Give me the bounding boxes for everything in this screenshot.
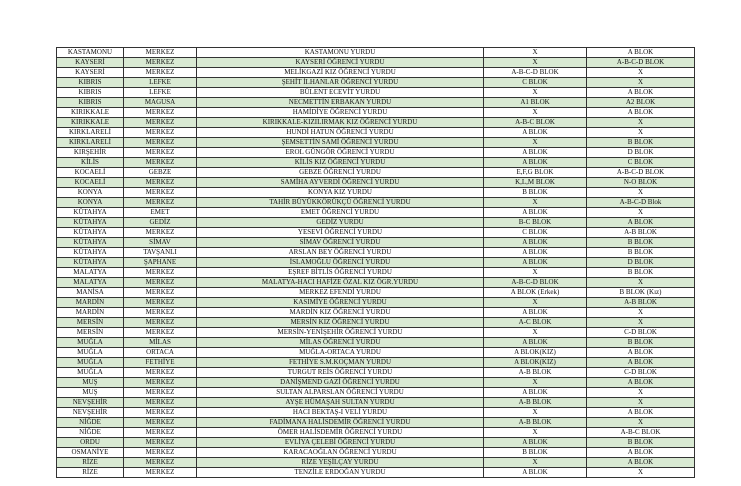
dormitory-name-cell: ARSLAN BEY ÖĞRENCİ YURDU [197,248,484,258]
district-cell: SİMAV [124,238,197,248]
dormitory-name-cell: FETHİYE S.M.KOÇMAN YURDU [197,358,484,368]
city-cell: MARDİN [57,308,124,318]
city-cell: KÜTAHYA [57,258,124,268]
district-cell: TAVŞANLI [124,248,197,258]
city-cell: KONYA [57,188,124,198]
male-block-cell: C-D BLOK [587,328,695,338]
table-row [57,438,695,448]
male-block-cell: X [587,208,695,218]
dormitory-name-cell: İSLAMOĞLU ÖĞRENCİ YURDU [197,258,484,268]
district-cell: MERKEZ [124,468,197,478]
dormitory-name-cell: RİZE YEŞİLÇAY YURDU [197,458,484,468]
dormitory-name-cell: ŞEHİT İLHANLAR ÖĞRENCİ YURDU [197,78,484,88]
dormitory-name-cell: MUĞLA-ORTACA YURDU [197,348,484,358]
dormitory-name-cell: GEBZE ÖĞRENCİ YURDU [197,168,484,178]
city-cell: KIRKLARELİ [57,128,124,138]
table-row [57,298,695,308]
dormitory-name-cell: FADİMANA HALİSDEMİR ÖĞRENCİ YURDU [197,418,484,428]
dormitory-name-cell: TENZİLE ERDOĞAN YURDU [197,468,484,478]
city-cell: KASTAMONU [57,48,124,58]
dormitory-name-cell: SİMAV ÖĞRENCİ YURDU [197,238,484,248]
table-row [57,388,695,398]
male-block-cell: A BLOK [587,408,695,418]
district-cell: MERKEZ [124,418,197,428]
dormitory-name-cell: EROL GÜNGÖR ÖĞRENCİ YURDU [197,148,484,158]
city-cell: OSMANİYE [57,448,124,458]
district-cell: LEFKE [124,88,197,98]
female-block-cell: A BLOK (Erkek) [484,288,587,298]
female-block-cell: A-B-C-D BLOK [484,68,587,78]
dormitory-table [56,47,695,478]
table-row [57,418,695,428]
city-cell: NEVŞEHİR [57,398,124,408]
city-cell: KAYSERİ [57,68,124,78]
male-block-cell: X [587,128,695,138]
table-row [57,408,695,418]
table-row [57,238,695,248]
male-block-cell: A BLOK [587,358,695,368]
district-cell: MERKEZ [124,158,197,168]
table-row [57,308,695,318]
male-block-cell: B BLOK [587,268,695,278]
dormitory-name-cell: DANİŞMEND GAZİ ÖĞRENCİ YURDU [197,378,484,388]
district-cell: MERKEZ [124,58,197,68]
female-block-cell: X [484,268,587,278]
table-row [57,208,695,218]
city-cell: MUĞLA [57,368,124,378]
district-cell: MERKEZ [124,138,197,148]
male-block-cell: A BLOK [587,108,695,118]
female-block-cell: E,F,G BLOK [484,168,587,178]
table-row [57,218,695,228]
female-block-cell: A BLOK(KIZ) [484,358,587,368]
female-block-cell: A-B BLOK [484,368,587,378]
city-cell: RİZE [57,468,124,478]
female-block-cell: A-B-C-D BLOK [484,278,587,288]
female-block-cell: X [484,138,587,148]
city-cell: KIRKLARELİ [57,138,124,148]
female-block-cell: A1 BLOK [484,98,587,108]
female-block-cell: A-B-C BLOK [484,118,587,128]
table-row [57,118,695,128]
city-cell: KIRŞEHİR [57,148,124,158]
female-block-cell: X [484,298,587,308]
table-row [57,68,695,78]
female-block-cell: X [484,48,587,58]
district-cell: MERKEZ [124,278,197,288]
female-block-cell: X [484,458,587,468]
male-block-cell: A BLOK [587,378,695,388]
table-row [57,398,695,408]
male-block-cell: A-B BLOK [587,298,695,308]
dormitory-name-cell: MİLAS ÖĞRENCİ YURDU [197,338,484,348]
city-cell: KIBRIS [57,78,124,88]
district-cell: EMET [124,208,197,218]
district-cell: MERKEZ [124,428,197,438]
city-cell: MERSİN [57,328,124,338]
male-block-cell: A BLOK [587,458,695,468]
male-block-cell: A BLOK [587,348,695,358]
dormitory-name-cell: NECMETTİN ERBAKAN YURDU [197,98,484,108]
male-block-cell: A BLOK [587,48,695,58]
female-block-cell: A BLOK [484,258,587,268]
city-cell: MALATYA [57,278,124,288]
district-cell: MAGUSA [124,98,197,108]
female-block-cell: A BLOK [484,438,587,448]
female-block-cell: A BLOK [484,388,587,398]
city-cell: KONYA [57,198,124,208]
male-block-cell: C-D BLOK [587,368,695,378]
table-row [57,288,695,298]
female-block-cell: B BLOK [484,448,587,458]
dormitory-name-cell: HAMİDİYE ÖĞRENCİ YURDU [197,108,484,118]
district-cell: MERKEZ [124,318,197,328]
district-cell: MERKEZ [124,118,197,128]
table-row [57,48,695,58]
table-row [57,178,695,188]
table-row [57,428,695,438]
district-cell: FETHİYE [124,358,197,368]
district-cell: GEBZE [124,168,197,178]
table-row [57,108,695,118]
female-block-cell: X [484,108,587,118]
city-cell: RİZE [57,458,124,468]
male-block-cell: X [587,398,695,408]
female-block-cell: K,L,M BLOK [484,178,587,188]
table-row [57,458,695,468]
table-row [57,128,695,138]
dormitory-table-body [57,48,695,478]
table-row [57,328,695,338]
table-row [57,248,695,258]
district-cell: GEDİZ [124,218,197,228]
female-block-cell: A-C BLOK [484,318,587,328]
table-row [57,148,695,158]
female-block-cell: A BLOK [484,338,587,348]
male-block-cell: A BLOK [587,218,695,228]
male-block-cell: A-B-C-D BLOK [587,168,695,178]
table-row [57,138,695,148]
female-block-cell: A BLOK [484,238,587,248]
male-block-cell: X [587,278,695,288]
dormitory-name-cell: SAMİHA AYVERDİ ÖĞRENCİ YURDU [197,178,484,188]
male-block-cell: C BLOK [587,158,695,168]
female-block-cell: X [484,378,587,388]
district-cell: MERKEZ [124,368,197,378]
female-block-cell: C BLOK [484,78,587,88]
male-block-cell: B BLOK [587,238,695,248]
district-cell: MERKEZ [124,408,197,418]
city-cell: ORDU [57,438,124,448]
table-row [57,348,695,358]
district-cell: MİLAS [124,338,197,348]
district-cell: MERKEZ [124,68,197,78]
male-block-cell: B BLOK [587,138,695,148]
female-block-cell: X [484,408,587,418]
dormitory-name-cell: MELİKGAZİ KIZ ÖĞRENCİ YURDU [197,68,484,78]
table-row [57,318,695,328]
table-row [57,198,695,208]
city-cell: KÜTAHYA [57,218,124,228]
district-cell: MERKEZ [124,328,197,338]
male-block-cell: A-B-C-D Blok [587,198,695,208]
female-block-cell: A BLOK [484,128,587,138]
table-row [57,228,695,238]
district-cell: ORTACA [124,348,197,358]
city-cell: KAYSERİ [57,58,124,68]
female-block-cell: X [484,428,587,438]
male-block-cell: X [587,468,695,478]
female-block-cell: X [484,328,587,338]
table-row [57,168,695,178]
table-row [57,58,695,68]
female-block-cell: A BLOK [484,158,587,168]
male-block-cell: X [587,388,695,398]
male-block-cell: A-B BLOK [587,228,695,238]
female-block-cell: A BLOK [484,248,587,258]
female-block-cell: A BLOK [484,148,587,158]
district-cell: MERKEZ [124,48,197,58]
city-cell: NİĞDE [57,418,124,428]
city-cell: KOCAELİ [57,178,124,188]
male-block-cell: A BLOK [587,88,695,98]
district-cell: MERKEZ [124,148,197,158]
dormitory-name-cell: ÖMER HALİSDEMİR ÖĞRENCİ YURDU [197,428,484,438]
city-cell: KÜTAHYA [57,228,124,238]
table-row [57,358,695,368]
dormitory-name-cell: BÜLENT ECEVİT YURDU [197,88,484,98]
female-block-cell: A-B BLOK [484,398,587,408]
dormitory-name-cell: EVLİYA ÇELEBİ ÖĞRENCİ YURDU [197,438,484,448]
male-block-cell: D BLOK [587,258,695,268]
table-row [57,448,695,458]
city-cell: KIBRIS [57,98,124,108]
table-row [57,188,695,198]
female-block-cell: A BLOK [484,468,587,478]
male-block-cell: B BLOK [587,338,695,348]
dormitory-name-cell: EŞREF BİTLİS ÖĞRENCİ YURDU [197,268,484,278]
district-cell: LEFKE [124,78,197,88]
female-block-cell: A BLOK [484,308,587,318]
city-cell: MARDİN [57,298,124,308]
table-row [57,368,695,378]
male-block-cell: X [587,188,695,198]
male-block-cell: B BLOK (Kız) [587,288,695,298]
district-cell: MERKEZ [124,268,197,278]
district-cell: MERKEZ [124,308,197,318]
male-block-cell: X [587,418,695,428]
female-block-cell: A BLOK(KIZ) [484,348,587,358]
district-cell: MERKEZ [124,388,197,398]
female-block-cell: B-C BLOK [484,218,587,228]
district-cell: MERKEZ [124,298,197,308]
city-cell: MERSİN [57,318,124,328]
city-cell: MANİSA [57,288,124,298]
city-cell: KÜTAHYA [57,208,124,218]
table-row [57,88,695,98]
dormitory-name-cell: SULTAN ALPARSLAN ÖĞRENCİ YURDU [197,388,484,398]
dormitory-name-cell: HUNDİ HATUN ÖĞRENCİ YURDU [197,128,484,138]
female-block-cell: B BLOK [484,188,587,198]
district-cell: MERKEZ [124,128,197,138]
table-row [57,338,695,348]
city-cell: MUĞLA [57,338,124,348]
female-block-cell: X [484,58,587,68]
male-block-cell: X [587,318,695,328]
city-cell: NİĞDE [57,428,124,438]
female-block-cell: X [484,88,587,98]
dormitory-name-cell: TURGUT REİS ÖĞRENCİ YURDU [197,368,484,378]
male-block-cell: A-B-C BLOK [587,428,695,438]
female-block-cell: A BLOK [484,208,587,218]
city-cell: KIRIKKALE [57,108,124,118]
dormitory-name-cell: MARDİN KIZ ÖĞRENCİ YURDU [197,308,484,318]
district-cell: MERKEZ [124,448,197,458]
table-row [57,378,695,388]
dormitory-name-cell: MERSİN KIZ ÖĞRENCİ YURDU [197,318,484,328]
dormitory-name-cell: KİLİS KIZ ÖĞRENCİ YURDU [197,158,484,168]
city-cell: MALATYA [57,268,124,278]
city-cell: KÜTAHYA [57,238,124,248]
district-cell: MERKEZ [124,108,197,118]
city-cell: KIRIKKALE [57,118,124,128]
dormitory-name-cell: ŞEMSETTİN SAMİ ÖĞRENCİ YURDU [197,138,484,148]
dormitory-name-cell: YESEVİ ÖĞRENCİ YURDU [197,228,484,238]
male-block-cell: X [587,308,695,318]
male-block-cell: A BLOK [587,448,695,458]
city-cell: NEVŞEHİR [57,408,124,418]
male-block-cell: A-B-C-D BLOK [587,58,695,68]
dormitory-name-cell: TAHİR BÜYÜKKÖRÜKÇÜ ÖĞRENCİ YURDU [197,198,484,208]
dormitory-name-cell: KASTAMONU YURDU [197,48,484,58]
dormitory-name-cell: MALATYA-HACI HAFİZE ÖZAL KIZ ÖGR.YURDU [197,278,484,288]
male-block-cell: A2 BLOK [587,98,695,108]
table-row [57,468,695,478]
district-cell: MERKEZ [124,178,197,188]
table-row [57,278,695,288]
male-block-cell: X [587,78,695,88]
table-row [57,268,695,278]
dormitory-name-cell: GEDİZ YURDU [197,218,484,228]
dormitory-name-cell: MERKEZ EFENDİ YURDU [197,288,484,298]
dormitory-name-cell: MERSİN-YENİŞEHİR ÖĞRENCİ YURDU [197,328,484,338]
dormitory-name-cell: HACI BEKTAŞ-I VELİ YURDU [197,408,484,418]
table-row [57,78,695,88]
city-cell: MUŞ [57,378,124,388]
dormitory-name-cell: KAYSERİ ÖĞRENCİ YURDU [197,58,484,68]
dormitory-name-cell: EMET ÖĞRENCİ YURDU [197,208,484,218]
male-block-cell: N-O BLOK [587,178,695,188]
female-block-cell: X [484,198,587,208]
district-cell: MERKEZ [124,198,197,208]
district-cell: ŞAPHANE [124,258,197,268]
table-row [57,258,695,268]
city-cell: MUĞLA [57,358,124,368]
table-row [57,98,695,108]
male-block-cell: B BLOK [587,248,695,258]
dormitory-name-cell: KARACAOĞLAN ÖĞRENCİ YURDU [197,448,484,458]
district-cell: MERKEZ [124,288,197,298]
city-cell: KIBRIS [57,88,124,98]
city-cell: KİLİS [57,158,124,168]
city-cell: MUĞLA [57,348,124,358]
dormitory-name-cell: KONYA KIZ YURDU [197,188,484,198]
district-cell: MERKEZ [124,398,197,408]
female-block-cell: A-B BLOK [484,418,587,428]
district-cell: MERKEZ [124,438,197,448]
male-block-cell: X [587,68,695,78]
district-cell: MERKEZ [124,228,197,238]
district-cell: MERKEZ [124,188,197,198]
dormitory-name-cell: KIRIKKALE-KIZILIRMAK KIZ ÖĞRENCİ YURDU [197,118,484,128]
city-cell: MUŞ [57,388,124,398]
district-cell: MERKEZ [124,458,197,468]
city-cell: KÜTAHYA [57,248,124,258]
table-row [57,158,695,168]
male-block-cell: B BLOK [587,438,695,448]
female-block-cell: C BLOK [484,228,587,238]
district-cell: MERKEZ [124,378,197,388]
male-block-cell: X [587,118,695,128]
dormitory-name-cell: KASIMİYE ÖĞRENCİ YURDU [197,298,484,308]
dormitory-name-cell: AYŞE HÜMAŞAH SULTAN YURDU [197,398,484,408]
male-block-cell: D BLOK [587,148,695,158]
city-cell: KOCAELİ [57,168,124,178]
